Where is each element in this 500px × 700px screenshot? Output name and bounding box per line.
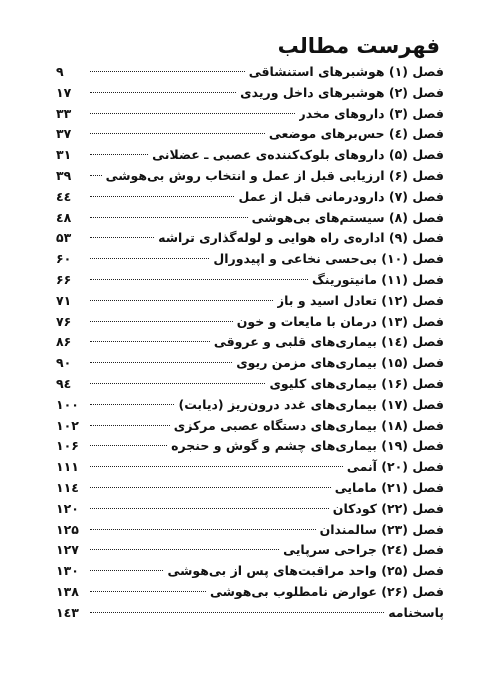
toc-entry-page-number: ۸۶ xyxy=(56,334,72,350)
dot-leader xyxy=(90,258,209,259)
toc-entry xyxy=(56,208,444,229)
toc-entry-label: فصل (۸) سیستم‌های بی‌هوشی xyxy=(251,209,444,225)
toc-entry-label: فصل (۱) هوشبرهای استنشاقی xyxy=(248,64,444,79)
dot-leader xyxy=(90,237,154,238)
toc-entry-page-number: ۵۳ xyxy=(56,230,72,246)
toc-entry-label: فصل (۲۵) واحد مراقبت‌های پس از بی‌هوشی xyxy=(167,563,444,579)
toc-entry-label: فصل (۱۸) بیماری‌های دستگاه عصبی مرکزی xyxy=(173,417,444,433)
toc-entry xyxy=(56,145,444,166)
toc-entry-page-number: ۱٤۳ xyxy=(56,604,79,620)
toc-entry-label: فصل (۲۲) کودکان xyxy=(332,500,444,516)
toc-entry-label: فصل (۱٤) بیماری‌های قلبی و عروقی xyxy=(213,334,444,350)
toc-entry xyxy=(56,499,444,520)
dot-leader xyxy=(90,154,148,155)
toc-entry-page-number: ٤٤ xyxy=(56,188,72,204)
dot-leader xyxy=(90,445,167,446)
toc-entry-page-number: ۶۶ xyxy=(56,271,72,287)
dot-leader xyxy=(90,529,316,530)
dot-leader xyxy=(90,362,232,363)
toc-entry-label: فصل (۲) هوشبرهای داخل وریدی xyxy=(240,84,444,100)
toc-entry-page-number: ۹ xyxy=(56,64,64,79)
toc-entry xyxy=(56,312,444,333)
toc-entry xyxy=(56,561,444,582)
toc-entry-label: فصل (۷) دارودرمانی قبل از عمل xyxy=(238,188,444,204)
toc-entry-label: فصل (۱۷) بیماری‌های غدد درون‌ریز (دیابت) xyxy=(178,396,444,412)
dot-leader xyxy=(90,570,163,571)
toc-entry-label: فصل (۱۹) بیماری‌های چشم و گوش و حنجره xyxy=(171,438,444,454)
toc-entry xyxy=(56,187,444,208)
dot-leader xyxy=(90,113,295,114)
toc-entry-page-number: ۷۱ xyxy=(56,292,72,308)
toc-entry-page-number: ۹٤ xyxy=(56,375,72,391)
toc-entry xyxy=(56,124,444,145)
toc-entry-label: فصل (۱۱) مانیتورینگ xyxy=(311,271,444,287)
toc-entry-page-number: ۱۱٤ xyxy=(56,479,79,495)
toc-entry-label: فصل (۱۶) بیماری‌های کلیوی xyxy=(269,375,444,391)
dot-leader xyxy=(90,175,102,176)
dot-leader xyxy=(90,383,265,384)
toc-entry-page-number: ۱۳۸ xyxy=(56,583,79,599)
toc-entry-label: فصل (۱۳) درمان با مایعات و خون xyxy=(236,313,444,329)
toc-entry-page-number: ٤۸ xyxy=(56,209,72,225)
toc-entry-page-number: ۱۱۱ xyxy=(56,459,79,475)
toc-entry-page-number: ۳۷ xyxy=(56,126,72,142)
toc-entry xyxy=(56,166,444,187)
toc-entry-page-number: ۱۳۰ xyxy=(56,563,79,579)
toc-entry-page-number: ۱۲۰ xyxy=(56,500,79,516)
toc-entry-label: فصل (۵) داروهای بلوک‌کننده‌ی عصبی ـ عضلانی xyxy=(152,147,444,163)
toc-entry xyxy=(56,395,444,416)
toc-entry xyxy=(56,436,444,457)
toc-entry-page-number: ۱۰۲ xyxy=(56,417,79,433)
toc-entry-page-number: ۱۲۷ xyxy=(56,542,79,558)
toc-entry xyxy=(56,582,444,603)
page-title: فهرست مطالب xyxy=(277,34,440,58)
dot-leader xyxy=(90,612,384,613)
toc-entry-label: فصل (۲٤) جراحی سرپایی xyxy=(283,542,444,558)
dot-leader xyxy=(90,196,234,197)
toc-entry xyxy=(56,83,444,104)
toc-entry-page-number: ۳۹ xyxy=(56,167,72,183)
dot-leader xyxy=(90,591,206,592)
toc-entry-label: فصل (۱۵) بیماری‌های مزمن ریوی xyxy=(236,355,444,371)
toc-entry xyxy=(56,603,444,624)
toc-entry xyxy=(56,540,444,561)
toc-entry-page-number: ۳۳ xyxy=(56,105,72,121)
dot-leader xyxy=(90,71,245,72)
toc-entry-page-number: ۱۲۵ xyxy=(56,521,79,537)
toc-entry-label: فصل (۶) ارزیابی قبل از عمل و انتخاب روش بی‌هوشی xyxy=(105,167,444,183)
toc-entry-page-number: ۶۰ xyxy=(56,251,72,267)
toc-entry-page-number: ۱۰۰ xyxy=(56,396,79,412)
dot-leader xyxy=(90,133,265,134)
toc-entry-label: فصل (۱۰) بی‌حسی نخاعی و اپیدورال xyxy=(213,251,444,267)
dot-leader xyxy=(90,341,210,342)
dot-leader xyxy=(90,279,308,280)
toc-entry-page-number: ۹۰ xyxy=(56,355,72,371)
toc-entry-page-number: ۱۰۶ xyxy=(56,438,79,454)
toc-entry xyxy=(56,228,444,249)
dot-leader xyxy=(90,404,174,405)
toc-entry-label: فصل (۲۱) مامایی xyxy=(334,479,444,495)
toc-entry-page-number: ۷۶ xyxy=(56,313,72,329)
dot-leader xyxy=(90,466,343,467)
toc-entry-label: فصل (۲۳) سالمندان xyxy=(319,521,444,537)
toc-entry-label: فصل (۳) داروهای مخدر xyxy=(298,105,444,121)
toc-entry-label: فصل (۱۲) تعادل اسید و باز xyxy=(276,292,444,308)
toc-entry xyxy=(56,332,444,353)
toc-entry xyxy=(56,478,444,499)
dot-leader xyxy=(90,300,273,301)
dot-leader xyxy=(90,487,331,488)
toc-entry xyxy=(56,457,444,478)
dot-leader xyxy=(90,508,329,509)
dot-leader xyxy=(90,549,279,550)
toc-entry-label: فصل (٤) حس‌برهای موضعی xyxy=(268,126,444,142)
toc-entry-page-number: ۱۷ xyxy=(56,84,72,100)
toc-entry xyxy=(56,270,444,291)
toc-entry-label: فصل (۲۶) عوارض نامطلوب بی‌هوشی xyxy=(209,583,444,599)
toc-entry xyxy=(56,374,444,395)
toc-entry xyxy=(56,291,444,312)
dot-leader xyxy=(90,92,236,93)
toc-entry xyxy=(56,104,444,125)
dot-leader xyxy=(90,217,248,218)
table-of-contents xyxy=(56,62,444,624)
toc-entry xyxy=(56,416,444,437)
toc-entry xyxy=(56,249,444,270)
toc-entry-label: فصل (۲۰) آنمی xyxy=(346,459,444,475)
toc-entry xyxy=(56,520,444,541)
toc-entry-label: پاسخنامه xyxy=(388,604,444,620)
dot-leader xyxy=(90,425,170,426)
toc-entry xyxy=(56,353,444,374)
toc-entry-label: فصل (۹) اداره‌ی راه هوایی و لوله‌گذاری تراشه xyxy=(158,230,444,246)
toc-entry xyxy=(56,62,444,83)
toc-entry-page-number: ۳۱ xyxy=(56,147,72,163)
dot-leader xyxy=(90,321,233,322)
